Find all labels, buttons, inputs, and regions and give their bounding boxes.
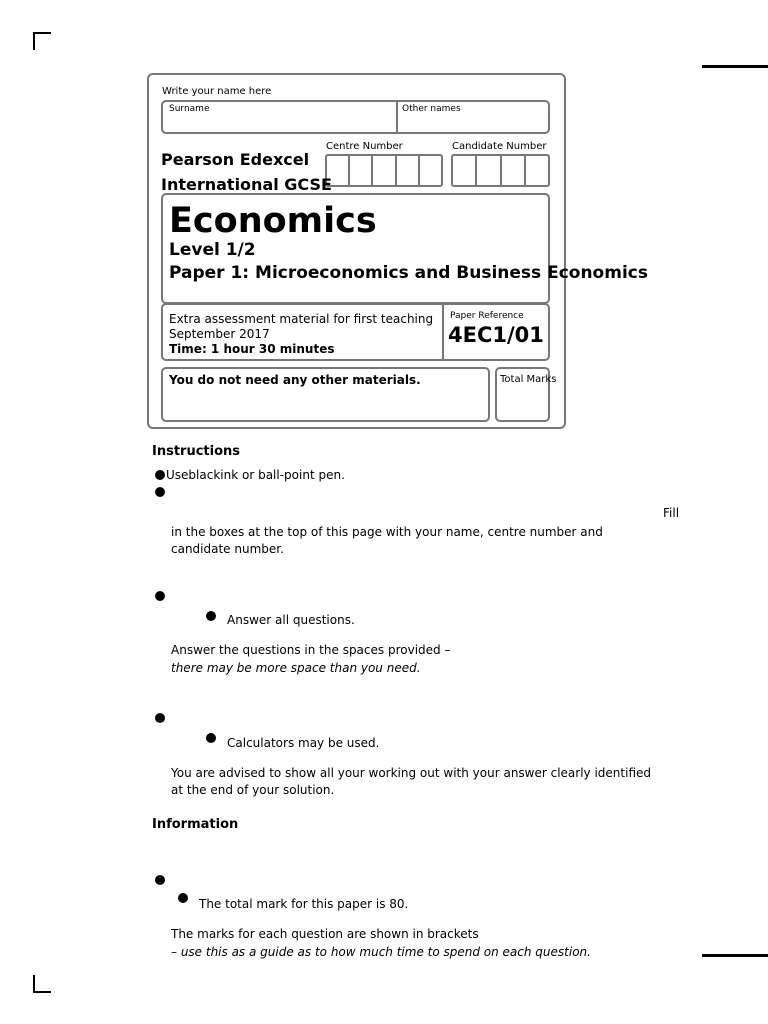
information-heading: Information bbox=[152, 817, 239, 832]
date-line: September 2017 bbox=[169, 327, 270, 341]
paper-title: Paper 1: Microeconomics and Business Economics bbox=[169, 263, 648, 283]
instruction-pen-black: black bbox=[188, 468, 221, 482]
other-names-label: Other names bbox=[402, 104, 461, 114]
exam-board-line1: Pearson Edexcel bbox=[161, 150, 310, 169]
extra-material-line: Extra assessment material for first teaching bbox=[169, 312, 434, 326]
name-field-box[interactable] bbox=[161, 100, 550, 134]
write-name-label: Write your name here bbox=[162, 86, 272, 97]
working-text: You are advised to show all your working out with your answer clearly identified at the end of your solution. bbox=[171, 766, 652, 797]
answer-all-text: Answer all questions. bbox=[227, 613, 355, 627]
crop-mark-top-left-h bbox=[33, 32, 51, 34]
centre-number-label: Centre Number bbox=[326, 141, 403, 152]
marks-brackets-text: The marks for each question are shown in brackets bbox=[171, 927, 479, 941]
total-mark-text: The total mark for this paper is 80. bbox=[199, 897, 409, 911]
bullet-6 bbox=[206, 733, 216, 743]
time-line: Time: 1 hour 30 minutes bbox=[169, 342, 335, 356]
edge-bar-top bbox=[702, 65, 768, 68]
candidate-number-label: Candidate Number bbox=[452, 141, 547, 152]
level-text: Level 1/2 bbox=[169, 240, 256, 260]
paper-reference-label: Paper Reference bbox=[450, 311, 524, 321]
fill-instruction: in the boxes at the top of this page with your name, centre number and candidate number. bbox=[171, 525, 603, 556]
name-field-divider bbox=[396, 101, 398, 133]
materials-text: You do not need any other materials. bbox=[169, 373, 421, 387]
instructions-heading: Instructions bbox=[152, 444, 241, 459]
answer-spaces-text: Answer the questions in the spaces provided – bbox=[171, 643, 451, 657]
bullet-1 bbox=[155, 470, 165, 480]
bullet-2 bbox=[155, 487, 165, 497]
exam-board-line2: International GCSE bbox=[161, 175, 332, 194]
instruction-pen bbox=[166, 467, 345, 484]
crop-mark-top-left-v bbox=[33, 32, 35, 50]
guide-text: – use this as a guide as to how much time to spend on each question. bbox=[171, 945, 591, 959]
more-space-text: there may be more space than you need. bbox=[171, 661, 421, 675]
instruction-pen-use: Use bbox=[166, 468, 189, 482]
crop-mark-bottom-left-h bbox=[33, 991, 51, 993]
total-marks-label: Total Marks bbox=[500, 374, 557, 385]
subject-title: Economics bbox=[169, 201, 377, 241]
surname-label: Surname bbox=[169, 104, 210, 114]
centre-number-boxes[interactable] bbox=[325, 154, 443, 187]
fill-word: Fill bbox=[663, 506, 680, 520]
paper-reference-code: 4EC1/01 bbox=[448, 323, 544, 347]
bullet-4 bbox=[206, 611, 216, 621]
instruction-pen-rest: ink or ball-point pen. bbox=[220, 468, 345, 482]
bullet-8 bbox=[178, 893, 188, 903]
bullet-7 bbox=[155, 875, 165, 885]
details-divider bbox=[442, 304, 444, 360]
bullet-5 bbox=[155, 713, 165, 723]
candidate-number-boxes[interactable] bbox=[451, 154, 550, 187]
edge-bar-bottom bbox=[702, 954, 768, 957]
calculators-text: Calculators may be used. bbox=[227, 736, 380, 750]
bullet-3 bbox=[155, 591, 165, 601]
